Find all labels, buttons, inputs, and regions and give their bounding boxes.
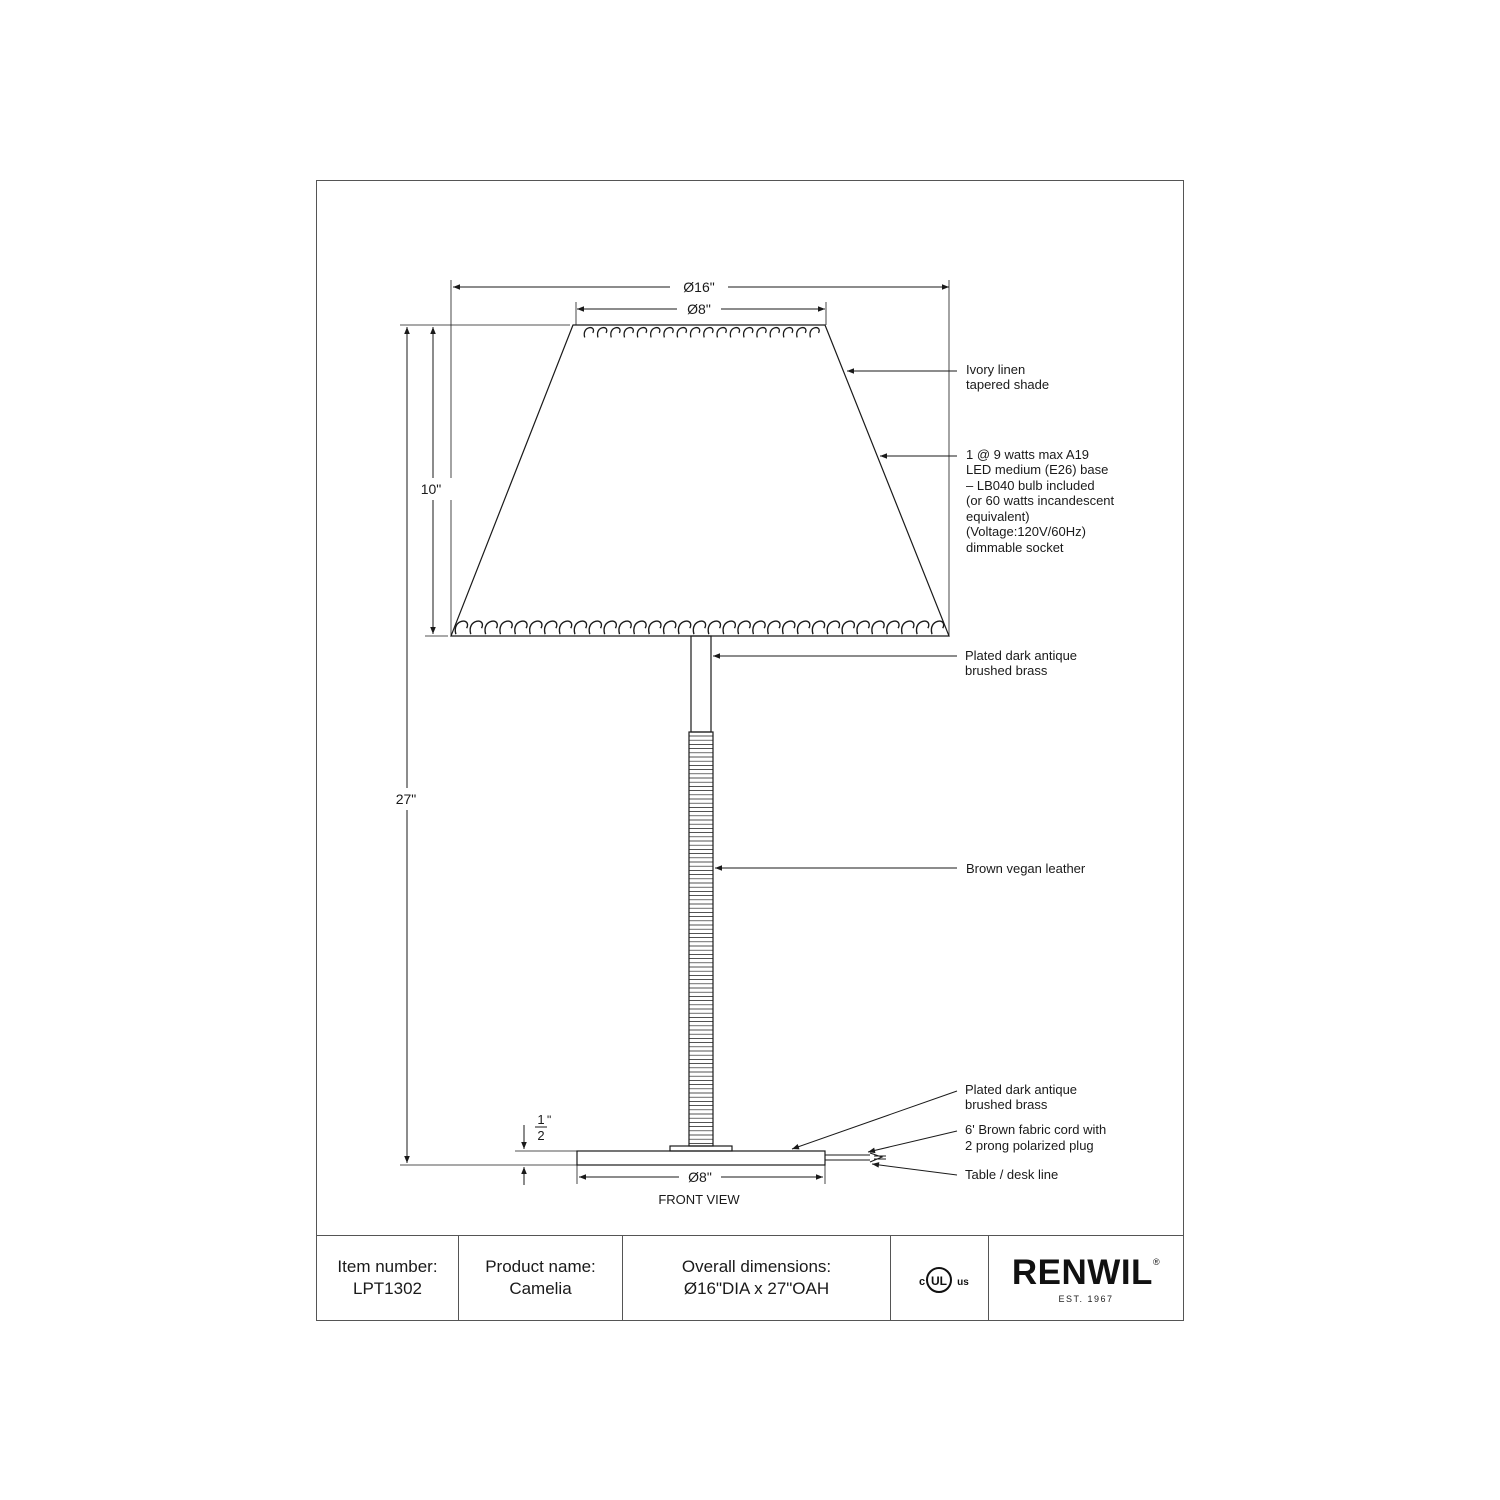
shade-bottom-trim	[455, 621, 943, 634]
ul-prefix: c	[918, 1276, 926, 1288]
trim-scallop	[604, 621, 616, 634]
trim-scallop	[589, 621, 601, 634]
trim-scallop	[931, 621, 943, 634]
trim-scallop	[753, 621, 765, 634]
power-cord	[825, 1153, 886, 1162]
view-label: FRONT VIEW	[658, 1192, 740, 1207]
brand-name: RENWIL	[1011, 1253, 1153, 1292]
dim-label-base: Ø8"	[688, 1169, 712, 1185]
leather-wrap-ribs	[689, 736, 713, 1143]
trim-scallop	[677, 328, 686, 338]
trim-scallop	[559, 621, 571, 634]
front-view-drawing	[390, 276, 1118, 1207]
trim-scallop	[887, 621, 899, 634]
trim-scallop	[857, 621, 869, 634]
trim-scallop	[738, 621, 750, 634]
trim-scallop	[500, 621, 512, 634]
ul-suffix: us	[957, 1277, 969, 1288]
leader-table-line	[872, 1164, 957, 1175]
trim-scallop	[690, 328, 699, 338]
trim-scallop	[842, 621, 854, 634]
trim-scallop	[649, 621, 661, 634]
ul-certification-icon	[919, 1268, 969, 1292]
callout-base: Plated dark antique brushed brass	[965, 1082, 1078, 1112]
callout-bulb: 1 @ 9 watts max A19 LED medium (E26) base – LB040 bulb included (or 60 watts incandescent equivalent) (Voltage:120V/60Hz) dimmable socket	[966, 447, 1115, 555]
callout-table-line: Table / desk line	[965, 1167, 1059, 1182]
dim-label-base-thickness-unit: "	[547, 1113, 552, 1127]
shade-top-trim	[584, 328, 819, 338]
dimensions-value: Ø16"DIA x 27"OAH	[683, 1279, 830, 1298]
product-name-cell	[459, 1236, 622, 1320]
trim-scallop	[757, 328, 766, 338]
trim-scallop	[723, 621, 735, 634]
product-name-value: Camelia	[509, 1279, 572, 1298]
trim-scallop	[678, 621, 690, 634]
trim-scallop	[619, 621, 631, 634]
dimensions-cell	[623, 1236, 890, 1320]
trim-scallop	[664, 621, 676, 634]
item-number-label: Item number:	[337, 1257, 438, 1276]
trim-scallop	[574, 621, 586, 634]
lamp-base	[577, 1151, 825, 1165]
trim-scallop	[651, 328, 660, 338]
callout-upper-stem: Plated dark antique brushed brass	[965, 648, 1078, 678]
brand-established: EST. 1967	[1058, 1294, 1114, 1304]
trim-scallop	[704, 328, 713, 338]
trim-scallop	[730, 328, 739, 338]
trim-scallop	[872, 621, 884, 634]
trim-scallop	[624, 328, 633, 338]
trim-scallop	[744, 328, 753, 338]
ul-mark: UL	[931, 1274, 947, 1288]
trim-scallop	[902, 621, 914, 634]
leader-base	[792, 1091, 957, 1149]
trim-scallop	[598, 328, 607, 338]
dim-label-overall-height: 27"	[395, 791, 417, 807]
dim-label-base-thickness-num: 1	[537, 1112, 545, 1127]
trim-scallop	[768, 621, 780, 634]
leader-cord	[868, 1131, 957, 1152]
item-number-cell	[317, 1236, 458, 1320]
trim-scallop	[797, 621, 809, 634]
dim-label-shade-bottom: Ø16"	[683, 279, 715, 295]
brand-logo	[988, 1253, 1184, 1293]
dim-label-shade-height: 10"	[420, 481, 442, 497]
item-number-value: LPT1302	[353, 1279, 422, 1298]
trim-scallop	[530, 621, 542, 634]
trim-scallop	[515, 621, 527, 634]
trim-scallop	[797, 328, 806, 338]
brand-registered-mark: ®	[1152, 1257, 1161, 1267]
trim-scallop	[485, 621, 497, 634]
trim-scallop	[470, 621, 482, 634]
trim-scallop	[717, 328, 726, 338]
trim-scallop	[455, 621, 467, 634]
trim-scallop	[664, 328, 673, 338]
trim-scallop	[810, 328, 819, 338]
callout-shade: Ivory linen tapered shade	[966, 362, 1050, 392]
trim-scallop	[693, 621, 705, 634]
trim-scallop	[611, 328, 620, 338]
trim-scallop	[812, 621, 824, 634]
trim-scallop	[783, 621, 795, 634]
trim-scallop	[634, 621, 646, 634]
dim-label-base-thickness-den: 2	[537, 1128, 545, 1143]
lamp-leather-stem	[689, 732, 713, 1146]
trim-scallop	[584, 328, 593, 338]
callout-leather: Brown vegan leather	[966, 861, 1086, 876]
product-name-label: Product name:	[485, 1257, 596, 1276]
trim-scallop	[637, 328, 646, 338]
trim-scallop	[827, 621, 839, 634]
trim-scallop	[783, 328, 792, 338]
trim-scallop	[917, 621, 929, 634]
lamp-upper-stem	[691, 636, 711, 732]
dim-label-shade-top: Ø8"	[687, 301, 711, 317]
lamp-shade	[451, 325, 949, 636]
trim-scallop	[770, 328, 779, 338]
trim-scallop	[545, 621, 557, 634]
callout-cord: 6' Brown fabric cord with 2 prong polarized plug	[965, 1122, 1107, 1153]
lamp-base-collar	[670, 1146, 732, 1151]
trim-scallop	[708, 621, 720, 634]
dimensions-label: Overall dimensions:	[681, 1257, 832, 1276]
